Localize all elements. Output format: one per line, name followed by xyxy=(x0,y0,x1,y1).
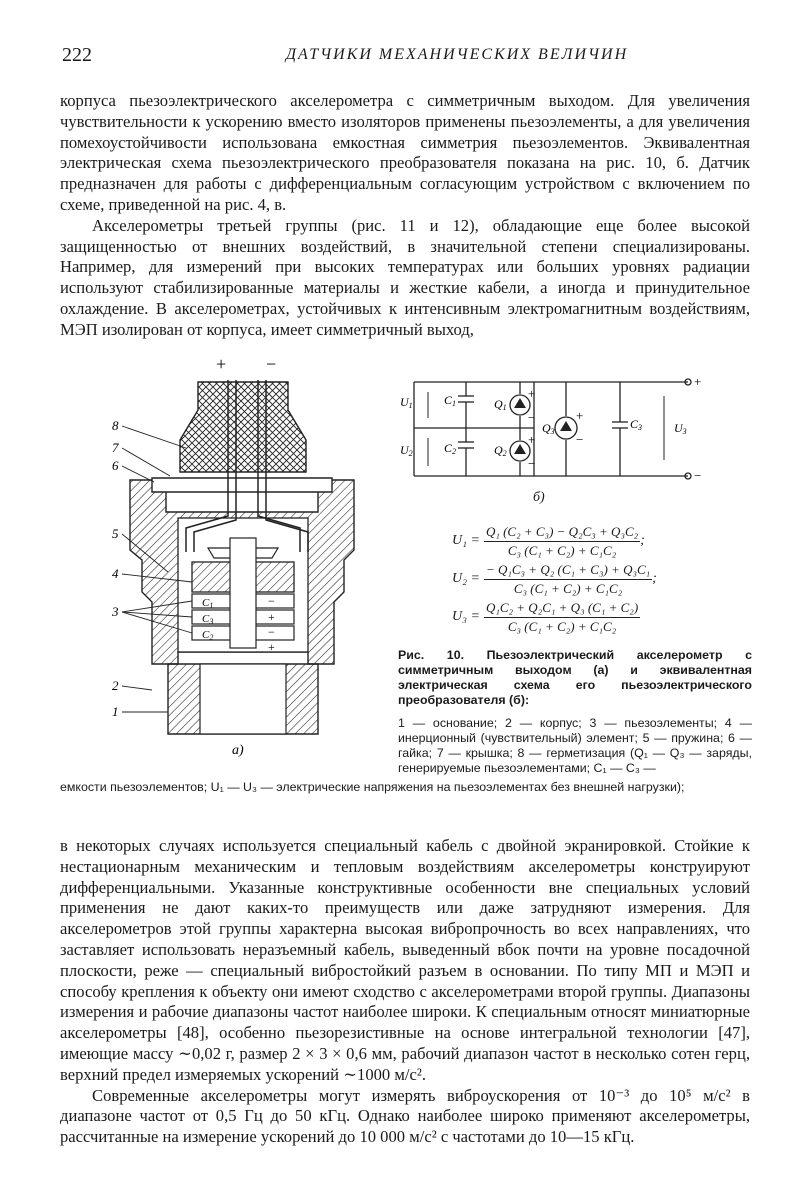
equivalent-circuit xyxy=(400,368,720,510)
svg-text:+: + xyxy=(528,432,536,447)
caption-continuation: емкости пьезоэлементов; U₁ — U₃ — электрические напряжения на пьезоэлементах без внешней нагрузки); xyxy=(60,780,685,794)
page-number: 222 xyxy=(62,44,92,66)
svg-text:Q3: Q3 xyxy=(542,421,555,436)
paragraph: корпуса пьезоэлектрического акселерометра с симметричным выходом. Для увеличения чувствительности к ускорению вместо изоляторов применены пьезоэлементы, а для увеличения помехоустойчивости использована емкостная симметрия пьезоэлементов. Эквивалентная электрическая схема пьезоэлектрического преобразователя показана на рис. 10, б. Датчик предназначен для работы с дифференциальным согласующим устройством с включением по схеме, приведенной на рис. 4, в. xyxy=(60,91,750,214)
svg-text:−: − xyxy=(268,625,275,639)
running-head: ДАТЧИКИ МЕХАНИЧЕСКИХ ВЕЛИЧИН xyxy=(285,46,629,63)
svg-text:C2: C2 xyxy=(202,629,214,642)
equation-u2: U₂ = $\frac{\text{− Q₁C₃ + Q₂ (C₁ + C₃) + Q₃C₁}}{\text{C₃ (C₁ + C₂) + C₁C₂}}$ ; xyxy=(452,561,657,596)
svg-text:U1: U1 xyxy=(400,395,413,410)
svg-text:Q2: Q2 xyxy=(494,443,507,458)
sealing-compound xyxy=(180,382,306,472)
svg-text:−: − xyxy=(694,468,702,483)
equation-u3: U₃ = $\frac{\text{Q₁C₂ + Q₂C₁ + Q₃ (C₁ + C₂)}}{\text{C₃ (C₁ + C₂) + C₁C₂}}$ xyxy=(452,599,639,634)
svg-text:7: 7 xyxy=(112,440,119,455)
svg-text:2: 2 xyxy=(112,678,119,693)
svg-text:3: 3 xyxy=(112,604,119,619)
body-text-bottom xyxy=(60,836,750,1148)
paragraph: в некоторых случаях используется специальный кабель с двойной экранировкой. Стойкие к нестационарным механическим и тепловым воздействиям акселерометры конструируют дифференциальными. Указанные конструктивные особенности вне специальных условий применения не дают каких-то преимуществ или даже затрудняют измерения. Для акселерометров этой группы характерна высокая вибропрочность во всех направлениях, что заставляет использовать неразъемный кабель, выведенный вбок почти на уровне посадочной плоскости, реже — специальный вибростойкий разъем в основании. По типу МП и МЭП и способу крепления к объекту они имеют сходство с акселерометрами второй группы. Диапазоны измерения и рабочие диапазоны частот наиболее широки. К специальным относят миниатюрные акселерометры [48], особенно пьезорезистивные на основе интегральной технологии [47], имеющие массу ∼0,02 г, размер 2 × 3 × 0,6 мм, рабочий диапазон частот в несколько сотен герц, верхний предел измеряемых ускорений ∼1000 м/с². xyxy=(60,836,750,1084)
svg-text:Q1: Q1 xyxy=(494,397,507,412)
svg-text:−: − xyxy=(528,456,536,471)
svg-text:5: 5 xyxy=(112,526,119,541)
svg-text:8: 8 xyxy=(112,418,119,433)
page-header xyxy=(62,44,752,68)
svg-text:C3: C3 xyxy=(630,417,643,432)
svg-text:C2: C2 xyxy=(444,441,457,456)
svg-text:+: + xyxy=(268,610,275,624)
svg-text:1: 1 xyxy=(112,704,119,719)
caption-title: Рис. 10. Пьезоэлектрический акселерометр с симметричным выходом (а) и эквивалентная электрическая схема его пьезоэлектрического преобразователя (б): xyxy=(398,648,752,707)
svg-text:C3: C3 xyxy=(202,613,214,626)
svg-text:+: + xyxy=(694,374,702,389)
svg-text:+: + xyxy=(576,408,584,423)
equations xyxy=(452,522,752,636)
accelerometer-section-drawing xyxy=(108,352,376,760)
center-post xyxy=(230,538,256,648)
svg-text:4: 4 xyxy=(112,566,119,581)
terminal-minus: − xyxy=(266,354,277,374)
svg-text:−: − xyxy=(528,410,536,425)
equation-u1: U₁ = $\frac{\text{Q₁ (C₂ + C₃) − Q₂C₃ + Q₃C₂}}{\text{C₃ (C₁ + C₂) + C₁C₂}}$ ; xyxy=(452,523,645,558)
paragraph: Акселерометры третьей группы (рис. 11 и 12), обладающие еще более высокой защищенностью от внешних воздействий, в значительной степени специализированы. Например, для измерений при высоких температурах или больших уровнях радиации используют стабилизированные материалы и жесткие кабели, а иногда и принудительное охлаждение. В акселерометрах, устойчивых к интенсивным электромагнитным воздействиям, МЭП изолирован от корпуса, имеет симметричный выход, xyxy=(60,215,750,339)
svg-text:+: + xyxy=(268,640,275,654)
svg-text:U2: U2 xyxy=(400,443,413,458)
body-text-top xyxy=(60,91,750,341)
paragraph: Современные акселерометры могут измерять виброускорения от 10⁻³ до 10⁵ м/с² в диапазоне частот от 0,5 Гц до 50 кГц. Однако наиболее широко применяют акселерометры, рассчитанные на измерение ускорений до 10 000 м/с² с частотами до 10—15 кГц. xyxy=(60,1085,750,1147)
svg-text:C1: C1 xyxy=(202,597,214,610)
figure-b-label: б) xyxy=(533,490,545,505)
terminal-plus: + xyxy=(216,354,227,374)
figure-a-label: а) xyxy=(232,743,244,758)
svg-text:−: − xyxy=(576,432,584,447)
svg-text:U3: U3 xyxy=(674,421,687,436)
svg-text:+: + xyxy=(528,386,536,401)
cover xyxy=(152,478,332,492)
svg-text:6: 6 xyxy=(112,458,119,473)
caption-legend: 1 — основание; 2 — корпус; 3 — пьезоэлементы; 4 — инерционный (чувствительный) элемент; 5 — пружина; 6 — гайка; 7 — крышка; 8 — герметизация (Q₁ — Q₃ — заряды, генерируемые пьезоэлементами; C₁ — C₃ — xyxy=(398,716,752,775)
svg-text:−: − xyxy=(268,594,275,608)
svg-text:C1: C1 xyxy=(444,393,457,408)
figure-caption xyxy=(398,648,752,776)
